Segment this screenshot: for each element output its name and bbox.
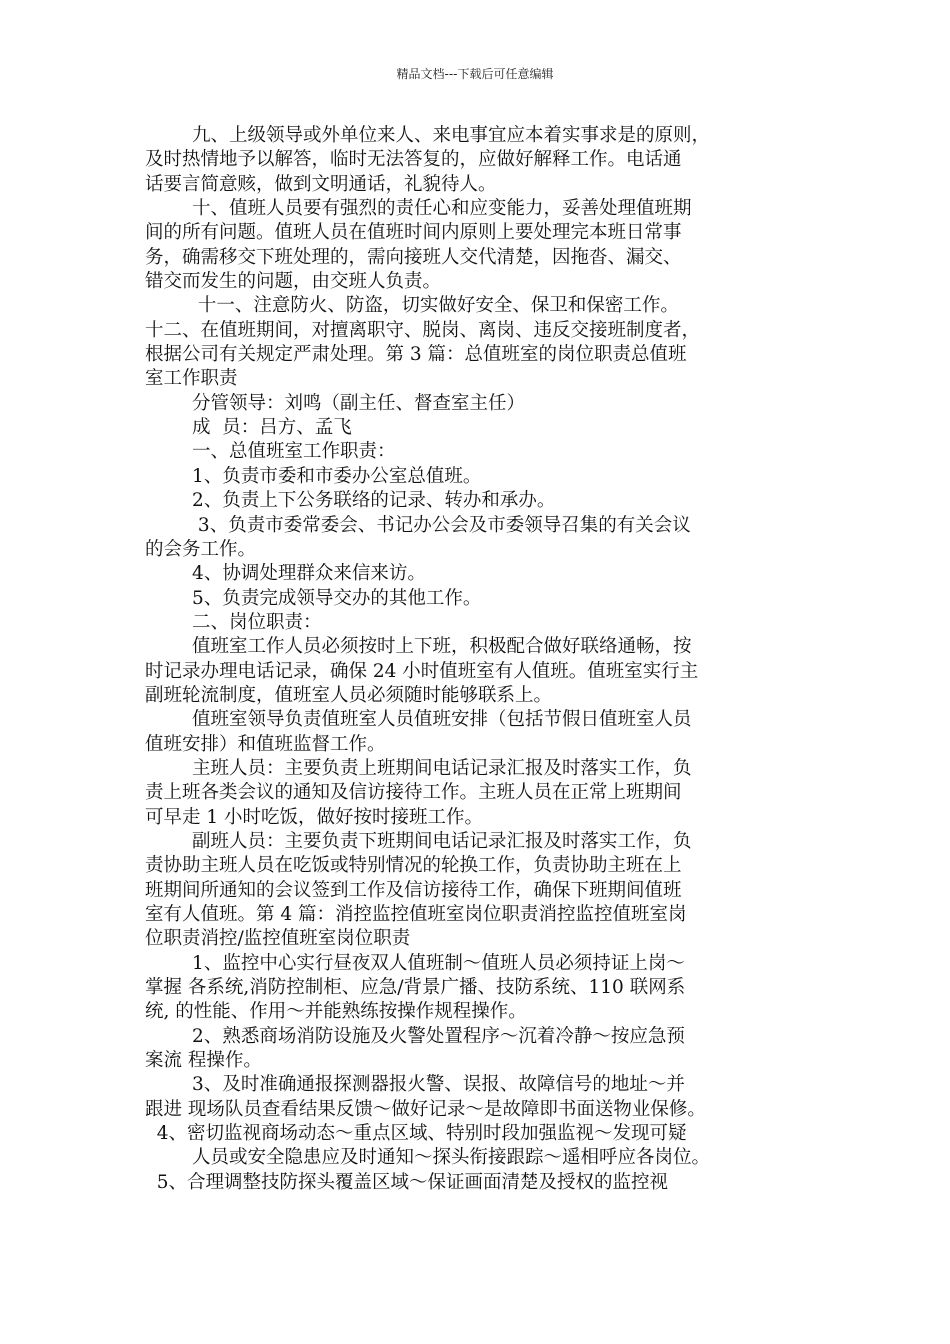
document-line: 跟进 现场队员查看结果反馈～做好记录～是故障即书面送物业保修。 [145, 1098, 706, 1120]
document-line: 值班室领导负责值班室人员值班安排（包括节假日值班室人员 [145, 709, 692, 731]
page-header: 精品文档---下载后可任意编辑 [396, 67, 554, 81]
document-line: 值班安排）和值班监督工作。 [145, 733, 386, 755]
document-line: 3、负责市委常委会、书记办公会及市委领导召集的有关会议 [145, 514, 691, 536]
document-line: 责协助主班人员在吃饭或特别情况的轮换工作，负责协助主班在上 [145, 855, 682, 877]
document-line: 分管领导：刘鸣（副主任、督查室主任） [145, 392, 526, 414]
document-line: 错交而发生的问题，由交班人负责。 [145, 271, 442, 293]
document-line: 值班室工作人员必须按时上下班，积极配合做好联络通畅，按 [145, 636, 692, 658]
document-line: 案流 程操作。 [145, 1050, 262, 1072]
document-line: 可早走 1 小时吃饭，做好按时接班工作。 [145, 806, 484, 828]
document-line: 位职责消控/监控值班室岗位职责 [145, 928, 411, 950]
document-line: 人员或安全隐患应及时通知～探头衔接跟踪～遥相呼应各岗位。 [145, 1147, 711, 1169]
document-line: 1、负责市委和市委办公室总值班。 [145, 465, 482, 487]
document-line: 室有人值班。第 4 篇：消控监控值班室岗位职责消控监控值班室岗 [145, 904, 687, 925]
document-line: 根据公司有关规定严肃处理。第 3 篇：总值班室的岗位职责总值班 [145, 344, 687, 366]
document-line: 一、总值班室工作职责： [145, 441, 396, 463]
document-line: 2、熟悉商场消防设施及火警处置程序～沉着冷静～按应急预 [145, 1025, 685, 1047]
document-line: 九、上级领导或外单位来人、来电事宜应本着实事求是的原则， [145, 125, 711, 146]
document-line: 话要言简意赅，做到文明通话，礼貌待人。 [145, 173, 497, 195]
document-line: 责上班各类会议的通知及信访接待工作。主班人员在正常上班期间 [145, 782, 682, 804]
document-line: 十、值班人员要有强烈的责任心和应变能力，妥善处理值班期 [145, 198, 692, 220]
document-line: 副班轮流制度，值班室人员必须随时能够联系上。 [145, 684, 553, 706]
document-line: 的会务工作。 [145, 538, 257, 560]
document-line: 1、监控中心实行昼夜双人值班制～值班人员必须持证上岗～ [145, 952, 685, 974]
document-line: 5、负责完成领导交办的其他工作。 [145, 587, 482, 609]
document-line: 4、密切监视商场动态～重点区域、特别时段加强监视～发现可疑 [145, 1123, 687, 1145]
document-line: 成 员：吕方、孟飞 [145, 417, 352, 439]
document-line: 二、岗位职责： [145, 611, 322, 633]
document-line: 3、及时准确通报探测器报火警、误报、故障信号的地址～并 [145, 1074, 685, 1096]
document-line: 间的所有问题。值班人员在值班时间内原则上要处理完本班日常事 [145, 222, 682, 244]
document-line: 副班人员：主要负责下班期间电话记录汇报及时落实工作，负 [145, 830, 692, 852]
document-body [145, 124, 821, 1195]
document-line: 及时热情地予以解答，临时无法答复的，应做好解释工作。电话通 [145, 149, 682, 171]
document-line: 主班人员：主要负责上班期间电话记录汇报及时落实工作，负 [145, 757, 692, 779]
document-line: 十二、在值班期间，对擅离职守、脱岗、离岗、违反交接班制度者， [145, 319, 701, 341]
document-line: 时记录办理电话记录，确保 24 小时值班室有人值班。值班室实行主 [145, 660, 699, 682]
document-line: 室工作职责 [145, 368, 238, 390]
document-line: 4、协调处理群众来信来访。 [145, 563, 426, 585]
document-line: 务，确需移交下班处理的，需向接班人交代清楚，因拖沓、漏交、 [145, 246, 682, 268]
document-line: 班期间所通知的会议签到工作及信访接待工作，确保下班期间值班 [145, 879, 682, 901]
document-line: 十一、注意防火、防盗，切实做好安全、保卫和保密工作。 [145, 295, 679, 317]
document-line: 5、合理调整技防探头覆盖区域～保证画面清楚及授权的监控视 [145, 1171, 669, 1193]
document-line: 2、负责上下公务联络的记录、转办和承办。 [145, 490, 556, 512]
document-line: 掌握 各系统,消防控制柜、应急/背景广播、技防系统、110 联网系 [145, 977, 686, 999]
document-line: 统, 的性能、作用～并能熟练按操作规程操作。 [145, 1001, 527, 1023]
